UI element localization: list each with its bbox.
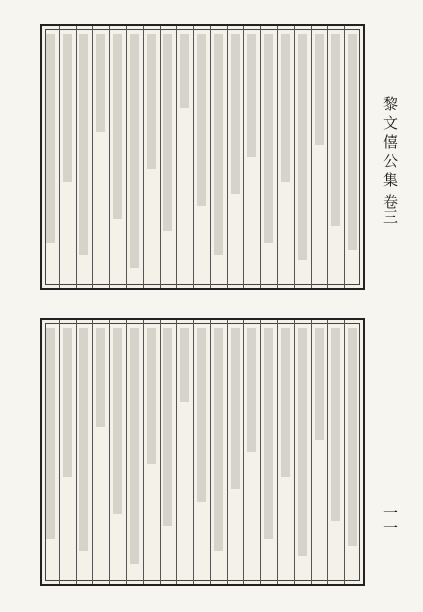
column-rule bbox=[109, 320, 110, 584]
text-column-ink bbox=[298, 328, 307, 556]
text-column-ink bbox=[331, 328, 340, 521]
page-number: 一一 bbox=[381, 505, 399, 535]
column-rule bbox=[76, 26, 77, 288]
column-rule bbox=[176, 320, 177, 584]
text-column-ink bbox=[281, 328, 290, 477]
text-column-ink bbox=[197, 328, 206, 502]
volume-label: 卷三 bbox=[381, 194, 399, 224]
text-column-ink bbox=[315, 328, 324, 440]
text-column-ink bbox=[113, 328, 122, 514]
text-column-ink bbox=[180, 328, 189, 402]
column-rule bbox=[193, 320, 194, 584]
column-rule bbox=[243, 26, 244, 288]
text-column-ink bbox=[348, 34, 357, 250]
text-column-ink bbox=[63, 34, 72, 182]
column-rule bbox=[193, 26, 194, 288]
column-rule bbox=[92, 26, 93, 288]
text-column-ink bbox=[281, 34, 290, 182]
column-rule bbox=[344, 26, 345, 288]
text-column-ink bbox=[214, 34, 223, 255]
text-column-ink bbox=[46, 34, 55, 243]
column-rule bbox=[59, 320, 60, 584]
text-column-ink bbox=[147, 328, 156, 464]
column-rule bbox=[176, 26, 177, 288]
column-rule bbox=[227, 26, 228, 288]
column-rule bbox=[327, 320, 328, 584]
bottom-text-page bbox=[40, 318, 365, 586]
column-rule bbox=[327, 26, 328, 288]
text-column-ink bbox=[197, 34, 206, 206]
column-rule bbox=[160, 320, 161, 584]
column-rule bbox=[277, 320, 278, 584]
text-column-ink bbox=[79, 328, 88, 551]
top-text-page bbox=[40, 24, 365, 290]
column-rule bbox=[227, 320, 228, 584]
column-rule bbox=[344, 320, 345, 584]
column-rule bbox=[260, 26, 261, 288]
text-column-ink bbox=[264, 328, 273, 539]
column-rule bbox=[210, 320, 211, 584]
text-column-ink bbox=[147, 34, 156, 169]
text-column-ink bbox=[231, 328, 240, 489]
text-column-ink bbox=[264, 34, 273, 243]
column-rule bbox=[143, 26, 144, 288]
column-rule bbox=[143, 320, 144, 584]
column-rule bbox=[76, 320, 77, 584]
column-rule bbox=[126, 320, 127, 584]
text-column-ink bbox=[163, 328, 172, 526]
column-rule bbox=[59, 26, 60, 288]
column-rule bbox=[243, 320, 244, 584]
text-column-ink bbox=[214, 328, 223, 551]
column-rule bbox=[260, 320, 261, 584]
column-rule bbox=[311, 320, 312, 584]
text-column-ink bbox=[46, 328, 55, 539]
text-column-ink bbox=[63, 328, 72, 477]
text-column-ink bbox=[348, 328, 357, 546]
column-rule bbox=[160, 26, 161, 288]
column-rule bbox=[109, 26, 110, 288]
text-column-ink bbox=[130, 328, 139, 564]
text-column-ink bbox=[247, 34, 256, 157]
text-column-ink bbox=[96, 34, 105, 132]
bottom-column-grid bbox=[42, 320, 363, 584]
text-column-ink bbox=[130, 34, 139, 268]
top-column-grid bbox=[42, 26, 363, 288]
text-column-ink bbox=[298, 34, 307, 260]
collection-title: 黎文僖公集 bbox=[381, 96, 399, 191]
column-rule bbox=[311, 26, 312, 288]
column-rule bbox=[294, 320, 295, 584]
text-column-ink bbox=[247, 328, 256, 452]
text-column-ink bbox=[315, 34, 324, 145]
column-rule bbox=[277, 26, 278, 288]
text-column-ink bbox=[113, 34, 122, 219]
column-rule bbox=[210, 26, 211, 288]
column-rule bbox=[126, 26, 127, 288]
text-column-ink bbox=[79, 34, 88, 255]
text-column-ink bbox=[180, 34, 189, 108]
column-rule bbox=[92, 320, 93, 584]
text-column-ink bbox=[231, 34, 240, 194]
column-rule bbox=[294, 26, 295, 288]
text-column-ink bbox=[331, 34, 340, 226]
text-column-ink bbox=[163, 34, 172, 231]
text-column-ink bbox=[96, 328, 105, 427]
